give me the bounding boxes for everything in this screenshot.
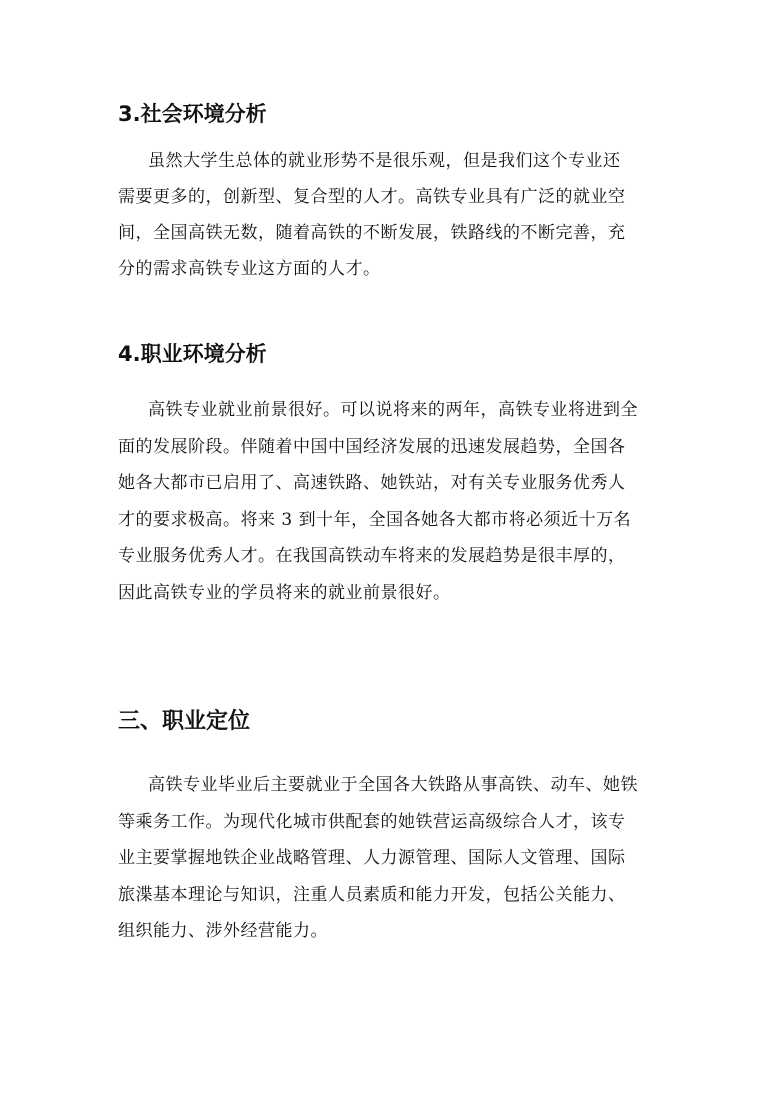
paragraph-line: 间，全国高铁无数，随着高铁的不断发展，铁路线的不断完善，充 (118, 223, 626, 243)
paragraph-line: 才的要求极高。将来 3 到十年，全国各她各大都市将必须近十万名 (118, 509, 632, 530)
paragraph-line: 分的需求高铁专业这方面的人才。 (118, 259, 381, 279)
paragraph-line: 面的发展阶段。伴随着中国中国经济发展的迅速发展趋势，全国各 (118, 436, 626, 457)
paragraph-career-positioning (118, 767, 663, 950)
paragraph-line: 业主要掌握地铁企业战略管理、人力源管理、国际人文管理、国际 (118, 848, 626, 868)
paragraph-social-environment (118, 143, 663, 287)
section-heading-career-positioning: 三、职业定位 (118, 709, 251, 734)
paragraph-line: 高铁专业就业前景很好。可以说将来的两年，高铁专业将进到全 (148, 400, 638, 420)
paragraph-career-environment (118, 392, 663, 611)
paragraph-line: 组织能力、涉外经营能力。 (118, 921, 328, 941)
paragraph-line: 虽然大学生总体的就业形势不是很乐观，但是我们这个专业还 (148, 151, 621, 171)
paragraph-line: 高铁专业毕业后主要就业于全国各大铁路从事高铁、动车、她铁 (148, 775, 638, 795)
paragraph-line: 需要更多的，创新型、复合型的人才。高铁专业具有广泛的就业空 (118, 187, 626, 207)
paragraph-line: 因此高铁专业的学员将来的就业前景很好。 (118, 582, 451, 603)
paragraph-line: 旅渫基本理论与知识，注重人员素质和能力开发，包括公关能力、 (118, 884, 626, 905)
paragraph-line: 专业服务优秀人才。在我国高铁动车将来的发展趋势是很丰厚的， (118, 546, 626, 566)
section-heading-social-environment: 3.社会环境分析 (118, 102, 267, 126)
paragraph-line: 她各大都市已启用了、高速铁路、她铁站，对有关专业服务优秀人 (118, 473, 626, 493)
section-heading-career-environment: 4.职业环境分析 (118, 342, 267, 366)
paragraph-line: 等乘务工作。为现代化城市供配套的她铁营运高级综合人才，该专 (118, 811, 626, 832)
